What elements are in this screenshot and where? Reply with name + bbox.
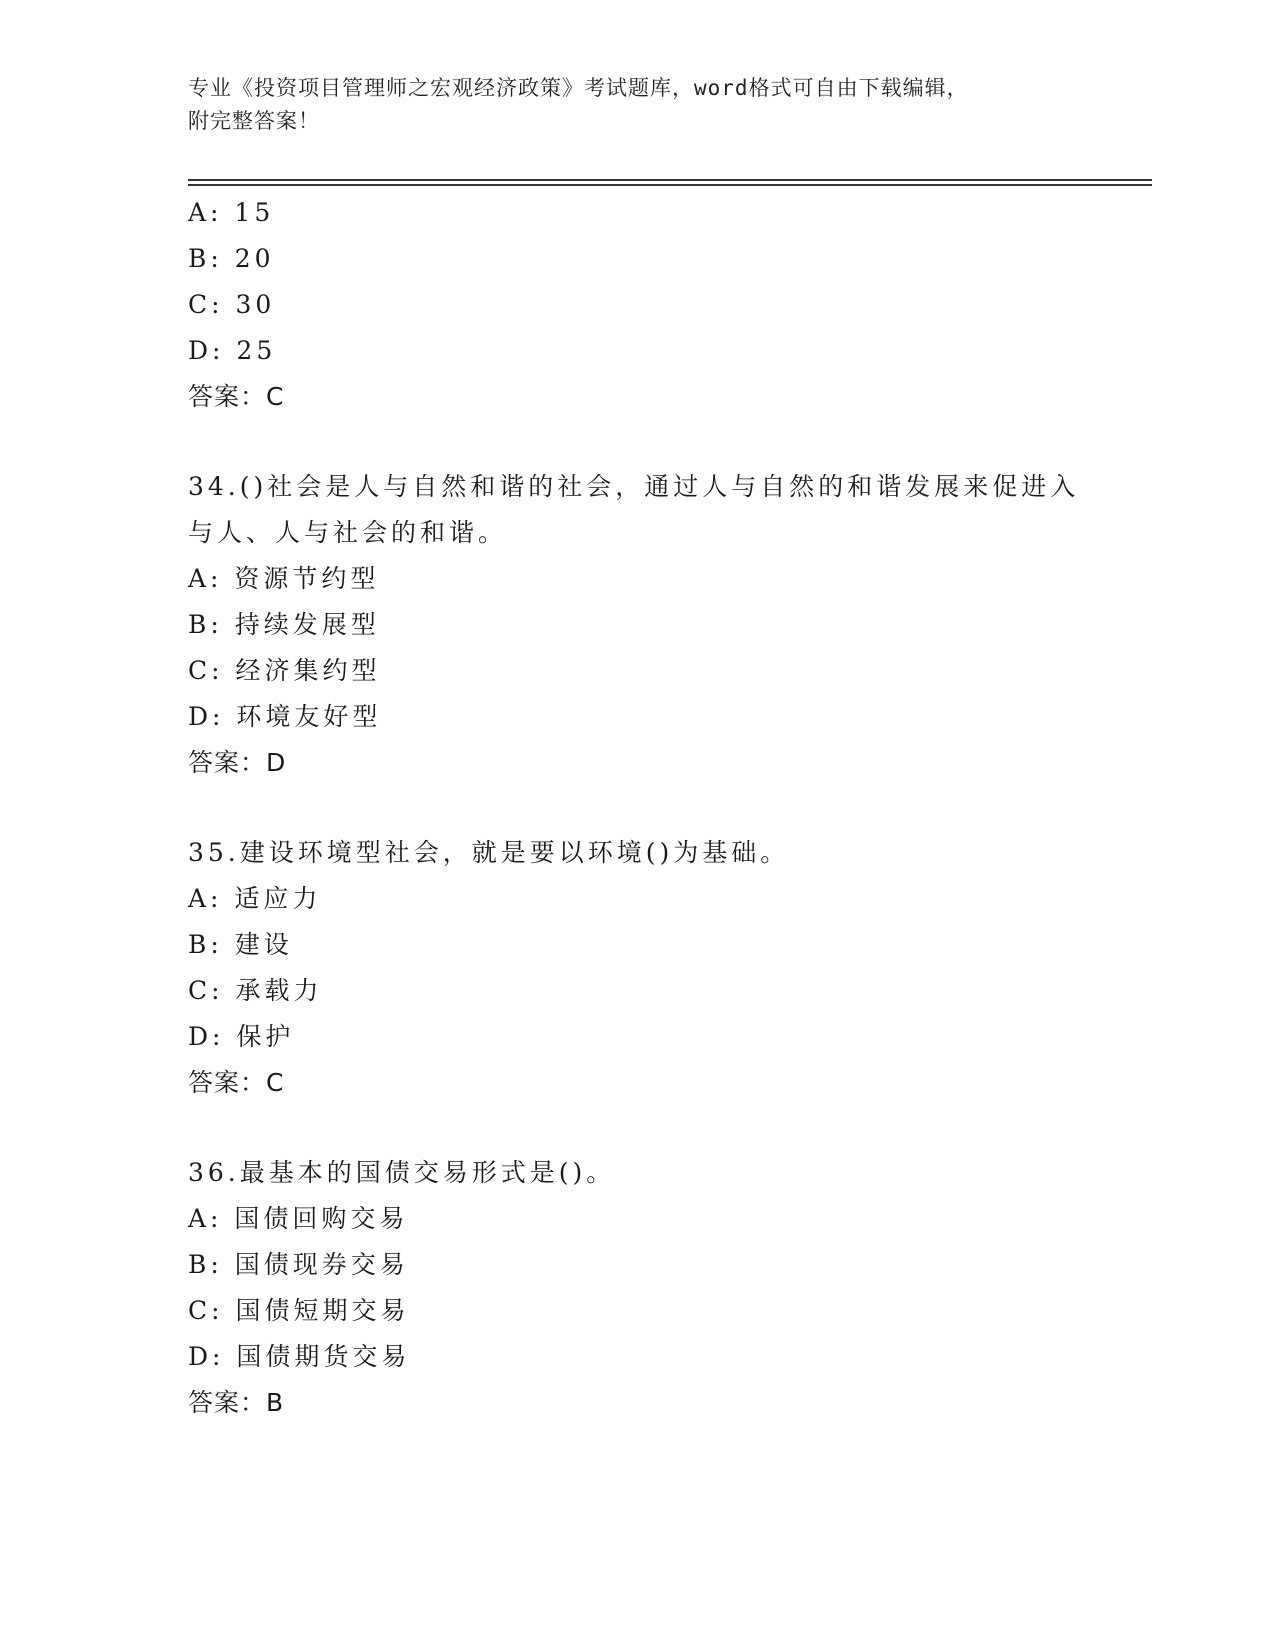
option-d: D: 环境友好型 [188, 702, 382, 731]
question-list [188, 190, 1088, 1426]
option-b: B: 国债现券交易 [188, 1250, 409, 1279]
option-d: D: 保护 [188, 1022, 295, 1051]
question-text-line-1: 36.最基本的国债交易形式是()。 [188, 1158, 616, 1187]
question-text-line-1: 34.()社会是人与自然和谐的社会，通过人与自然的和谐发展来促进入 [188, 472, 1080, 501]
answer-text: 答案：C [188, 382, 285, 411]
option-a: A: 15 [188, 198, 275, 227]
option-b: B: 建设 [188, 930, 293, 959]
header-divider-top [188, 179, 1152, 181]
document-header [188, 72, 1088, 138]
option-a: A: 国债回购交易 [188, 1204, 409, 1233]
option-a: A: 适应力 [188, 884, 322, 913]
answer-text: 答案：D [188, 748, 287, 777]
option-c: C: 30 [188, 290, 276, 319]
question-block-33 [188, 190, 1088, 420]
question-text-line-1: 35.建设环境型社会，就是要以环境()为基础。 [188, 838, 790, 867]
option-c: C: 承载力 [188, 976, 323, 1005]
option-c: C: 经济集约型 [188, 656, 381, 685]
option-d: D: 25 [188, 336, 277, 365]
option-b: B: 持续发展型 [188, 610, 380, 639]
option-d: D: 国债期货交易 [188, 1342, 411, 1371]
question-block-34 [188, 464, 1088, 786]
answer-text: 答案：B [188, 1388, 285, 1417]
header-line-2: 附完整答案！ [188, 109, 320, 133]
option-c: C: 国债短期交易 [188, 1296, 410, 1325]
option-b: B: 20 [188, 244, 275, 273]
question-block-35 [188, 830, 1088, 1106]
question-block-36 [188, 1150, 1088, 1426]
option-a: A: 资源节约型 [188, 564, 380, 593]
question-text-line-2: 与人、人与社会的和谐。 [188, 518, 508, 547]
header-line-1: 专业《投资项目管理师之宏观经济政策》考试题库，word格式可自由下载编辑， [188, 76, 969, 100]
header-divider-bottom [188, 184, 1152, 186]
answer-text: 答案：C [188, 1068, 285, 1097]
